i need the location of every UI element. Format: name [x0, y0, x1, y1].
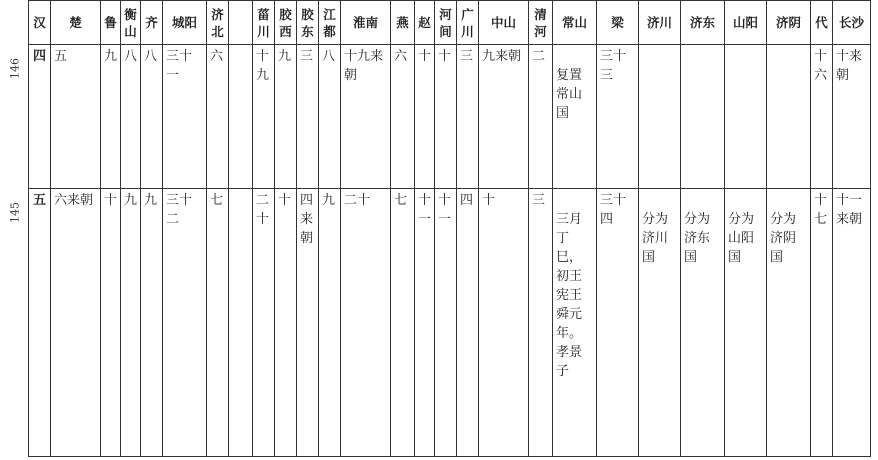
header-cell: 胶西 [275, 1, 297, 45]
table-cell: 复置常山国 [553, 45, 597, 189]
table-cell: 十 [101, 189, 121, 457]
header-cell [229, 1, 253, 45]
table-cell: 三十四 [597, 189, 639, 457]
year-label-row1: 146 [8, 58, 22, 79]
table-cell [681, 45, 725, 189]
table-cell [229, 189, 253, 457]
table-cell: 六来朝 [51, 189, 101, 457]
table-cell: 三十三 [597, 45, 639, 189]
table-cell: 九 [121, 189, 141, 457]
header-cell: 中山 [479, 1, 529, 45]
header-cell: 济北 [207, 1, 229, 45]
table-cell: 十一来朝 [833, 189, 871, 457]
header-cell: 常山 [553, 1, 597, 45]
era-cell: 五 [29, 189, 51, 457]
table-cell: 九 [319, 189, 341, 457]
header-cell: 梁 [597, 1, 639, 45]
table-cell: 三 [457, 45, 479, 189]
table-cell [639, 45, 681, 189]
table-cell: 十 [415, 45, 435, 189]
era-cell: 四 [29, 45, 51, 189]
table-row [29, 45, 871, 189]
table-cell: 三 [529, 189, 553, 457]
year-label-row2: 145 [8, 202, 22, 223]
table-cell: 八 [121, 45, 141, 189]
header-cell: 衡山 [121, 1, 141, 45]
header-cell: 城阳 [163, 1, 207, 45]
table-cell: 十 [435, 45, 457, 189]
table-cell: 分为济阴国 [767, 189, 811, 457]
header-cell: 清河 [529, 1, 553, 45]
table-cell: 八 [319, 45, 341, 189]
table-cell: 三月丁巳，初王宪王舜元年。孝景子 [553, 189, 597, 457]
table-cell: 七 [391, 189, 415, 457]
header-cell: 齐 [141, 1, 163, 45]
table-cell: 十九 [253, 45, 275, 189]
header-cell: 江都 [319, 1, 341, 45]
header-cell: 菑川 [253, 1, 275, 45]
header-cell: 楚 [51, 1, 101, 45]
table-cell: 二 [529, 45, 553, 189]
table-cell: 九来朝 [479, 45, 529, 189]
header-cell: 赵 [415, 1, 435, 45]
header-cell: 济阴 [767, 1, 811, 45]
chronology-table [28, 0, 871, 457]
header-cell: 广川 [457, 1, 479, 45]
table-cell: 十九来朝 [341, 45, 391, 189]
table-cell: 四 [457, 189, 479, 457]
table-cell: 分为济川国 [639, 189, 681, 457]
header-cell: 汉 [29, 1, 51, 45]
table-cell: 分为济东国 [681, 189, 725, 457]
header-cell: 鲁 [101, 1, 121, 45]
table-cell: 三十一 [163, 45, 207, 189]
table-cell: 九 [275, 45, 297, 189]
header-cell: 济东 [681, 1, 725, 45]
table-cell: 十七 [811, 189, 833, 457]
header-cell: 淮南 [341, 1, 391, 45]
header-cell: 代 [811, 1, 833, 45]
table-cell: 十一 [435, 189, 457, 457]
header-cell: 山阳 [725, 1, 767, 45]
table-cell: 十一 [415, 189, 435, 457]
table-cell: 三 [297, 45, 319, 189]
table-cell: 二十 [253, 189, 275, 457]
table-cell [229, 45, 253, 189]
table-cell: 分为山阳国 [725, 189, 767, 457]
table-cell: 三十二 [163, 189, 207, 457]
table-row [29, 189, 871, 457]
table-cell: 十六 [811, 45, 833, 189]
header-cell: 燕 [391, 1, 415, 45]
table-cell: 八 [141, 45, 163, 189]
header-cell: 河间 [435, 1, 457, 45]
table-cell: 十来朝 [833, 45, 871, 189]
header-cell: 胶东 [297, 1, 319, 45]
header-cell: 济川 [639, 1, 681, 45]
table-cell [767, 45, 811, 189]
table-cell: 九 [141, 189, 163, 457]
table-cell: 七 [207, 189, 229, 457]
table-cell: 二十 [341, 189, 391, 457]
table-cell: 十 [479, 189, 529, 457]
table-cell: 六 [391, 45, 415, 189]
header-row [29, 1, 871, 45]
table-cell [725, 45, 767, 189]
table-cell: 十 [275, 189, 297, 457]
table-cell: 六 [207, 45, 229, 189]
table-cell: 五 [51, 45, 101, 189]
table-cell: 九 [101, 45, 121, 189]
table-cell: 四来朝 [297, 189, 319, 457]
header-cell: 长沙 [833, 1, 871, 45]
